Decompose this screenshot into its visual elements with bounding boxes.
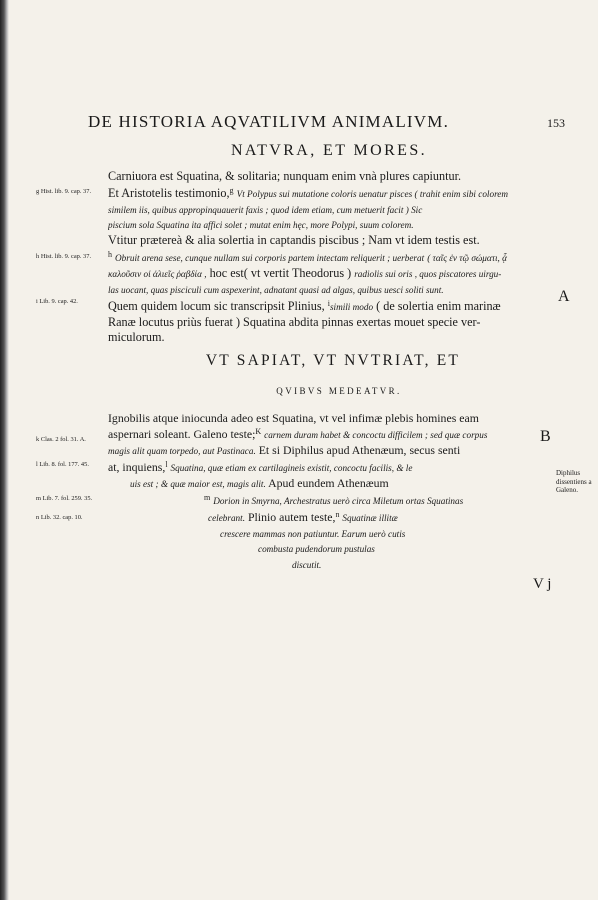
page-number: 153 xyxy=(547,116,565,130)
catchword: V j xyxy=(533,576,552,592)
side-note-k: k Clas. 2 fol. 31. A. xyxy=(36,436,86,443)
side-note-l: l Lib. 8. fol. 177. 45. xyxy=(36,461,89,468)
text-line: discutit. xyxy=(292,559,322,570)
text-line: at, inquiens,$^l$ Squatina, quæ etiam ex cartilagineis existit, concoctu facilis, & le xyxy=(108,460,413,475)
text-line: magis alit quam torpedo, aut Pastinaca. Et si Diphilus apud Athenæum, secus senti xyxy=(108,442,461,457)
text-line: aspernari soleant. Galeno teste;$^K$ carnem duram habet & concoctu difficilem ; sed quæ corpus xyxy=(108,427,488,442)
paragraph-ut-sapiat xyxy=(108,411,548,572)
paragraph-natura xyxy=(108,169,548,345)
book-binding-edge xyxy=(0,0,9,900)
text-line: Ignobilis atque iniocunda adeo est Squatina, vt vel infimæ plebis homines eam xyxy=(108,411,479,425)
text-line: καλοῦσιν οἱ ἁλιεῖς ῥαβδία , hoc est( vt vertit Theodorus ) radiolis sui oris , quos piscatores uirgu- xyxy=(108,265,502,280)
running-head: DE HISTORIA AQVATILIVM ANIMALIVM. xyxy=(88,112,450,131)
side-note-h: h Hist. lib. 9. cap. 37. xyxy=(36,253,92,260)
text-line: Ranæ locutus priùs fuerat ) Squatina abdita pinnas exertas mouet specie ver- xyxy=(108,315,481,330)
text-line: $^m$ Dorion in Smyrna, Archestratus uerò circa Miletum ortas Squatinas xyxy=(204,493,464,507)
side-note-i: i Lib. 9. cap. 42. xyxy=(36,298,78,305)
text-line: Vtitur prætereà & alia solertia in captandis piscibus ; Nam vt idem testis est. xyxy=(108,233,480,248)
text-line: miculorum. xyxy=(108,329,165,344)
section-title-ut-sapiat: VT SAPIAT, VT NVTRIAT, ET xyxy=(205,352,461,369)
text-line: uis est ; & quæ maior est, magis alit. Apud eundem Athenæum xyxy=(130,475,389,490)
text-line: las uocant, quas pisciculi cum aspexerint, adnatant quasi ad algas, quibus uesci soliti sunt. xyxy=(108,284,444,295)
side-note-m: m Lib. 7. fol. 259. 35. xyxy=(36,495,93,502)
text-line: Carniuora est Squatina, & solitaria; nunquam enim vnà plures capiuntur. xyxy=(108,169,462,183)
text-line: celebrant. Plinio autem teste,$^n$ Squatinæ illitæ xyxy=(208,510,398,525)
side-note-n: n Lib. 32. cap. 10. xyxy=(36,514,83,521)
text-line: similem iis, quibus appropinquauerit faxis ; quod idem etiam, cum metuerit facit ) Sic xyxy=(108,204,423,215)
text-line: combusta pudendorum pustulas xyxy=(258,544,375,555)
text-line: crescere mammas non patiuntur. Earum uerò cutis xyxy=(220,528,406,539)
section-subtitle-quibus-medeatur: QVIBVS MEDEATVR. xyxy=(276,386,402,396)
text-line: Quem quidem locum sic transcripsit Plinius, $^i$simili modo ( de solertia enim marinæ xyxy=(108,299,501,314)
side-note-g: g Hist. lib. 9. cap. 37. xyxy=(36,188,92,195)
margin-letter-b: B xyxy=(540,428,551,445)
right-side-note: Diphilus dissentiens a Galeno. xyxy=(556,469,592,495)
text-line: Et Aristotelis testimonio,$^g$ Vt Polypus sui mutatione coloris uenatur pisces ( trahit enim sibi colorem xyxy=(108,185,509,200)
section-title-natura: NATVRA, ET MORES. xyxy=(230,142,428,159)
text-line: piscium sola Squatina ita affici solet ; mutat enim hęc, more Polypi, suum colorem. xyxy=(108,220,414,231)
text-line: $^h$ Obruit arena sese, cunque nullam sui corporis partem intectam reliquerit ; uerberat ( ταῖς ἐν τῷ σώματι, ᾇ xyxy=(108,249,507,263)
margin-letter-a: A xyxy=(558,288,570,305)
